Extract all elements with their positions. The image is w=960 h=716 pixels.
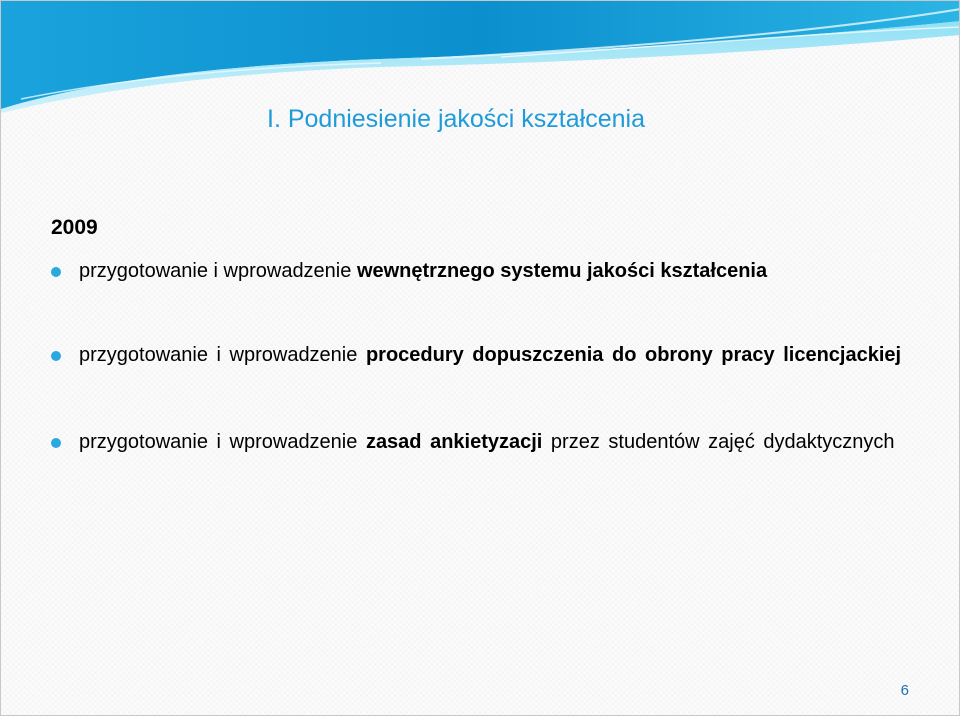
list-item <box>51 340 915 371</box>
slide-title: I. Podniesienie jakości kształcenia <box>267 105 645 133</box>
bullet-text: przygotowanie i wprowadzenie <box>79 260 357 282</box>
bullet-bold-text: procedury dopuszczenia do obrony pracy licencjackiej <box>365 344 902 366</box>
bullet-dot-icon <box>51 267 61 277</box>
bullet-suffix-text: przez studentów zajęć dydaktycznych <box>542 431 895 453</box>
year-heading: 2009 <box>51 216 98 239</box>
page-number: 6 <box>900 682 909 699</box>
list-item <box>51 427 915 458</box>
bullet-list <box>51 256 915 458</box>
list-item <box>51 256 915 287</box>
bullet-text: przygotowanie i wprowadzenie <box>79 344 366 366</box>
header-wave-graphic <box>1 1 960 121</box>
bullet-text: przygotowanie i wprowadzenie <box>79 431 366 453</box>
bullet-dot-icon <box>51 351 61 361</box>
bullet-bold-text: wewnętrznego systemu jakości kształcenia <box>356 260 768 282</box>
bullet-bold-text: zasad ankietyzacji <box>365 431 543 453</box>
bullet-dot-icon <box>51 438 61 448</box>
